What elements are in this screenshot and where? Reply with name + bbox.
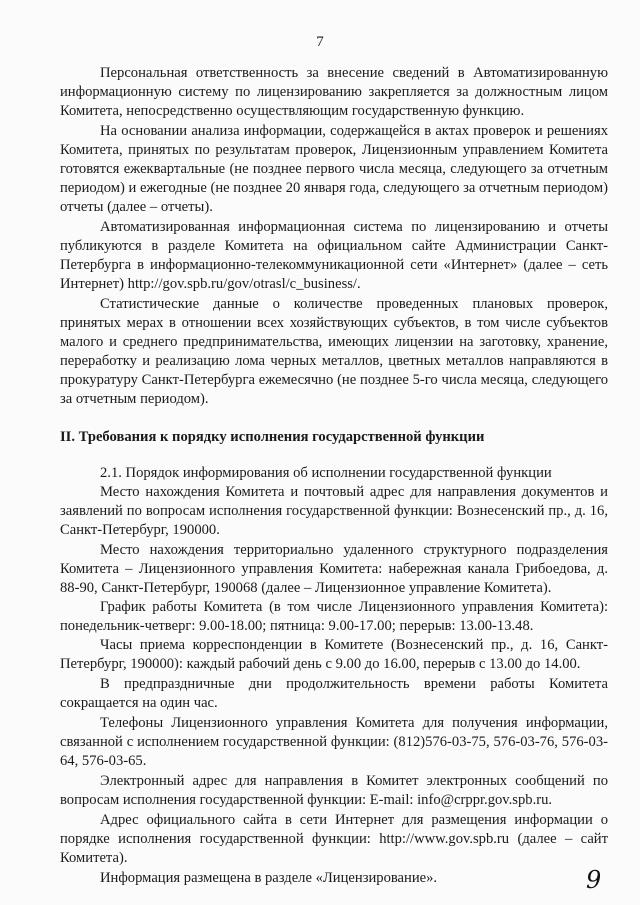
handwritten-page-mark: 9 xyxy=(586,866,602,894)
paragraph-responsibility: Персональная ответственность за внесение сведений в Автоматизированную информационную систему по лицензированию закрепляется за должностным лицом Комитета, непосредственно осуществляющим государственную функцию. xyxy=(60,65,608,119)
paragraph-licensing-office-address: Место нахождения территориально удаленного структурного подразделения Комитета – Лицензионного управления Комитета: набережная канала Грибоедова, д. 88-90, Санкт-Петербург, 190068 (далее – Лицензионное управление Комитета). xyxy=(60,542,608,596)
paragraph-holiday-hours: В предпраздничные дни продолжительность времени работы Комитета сокращается на один час. xyxy=(60,676,608,711)
paragraph-info-procedure: 2.1. Порядок информирования об исполнении государственной функции xyxy=(100,465,552,481)
paragraph-committee-address: Место нахождения Комитета и почтовый адрес для направления документов и заявлений по вопросам исполнения государственной функции: Вознесенский пр., д. 16, Санкт-Петербург, 190000. xyxy=(60,484,608,538)
paragraph-licensing-section: Информация размещена в разделе «Лицензирование». xyxy=(100,870,438,886)
paragraph-website: Адрес официального сайта в сети Интернет для размещения информации о порядке исполнения государственной функции: http://www.gov.spb.ru (далее – сайт Комитета). xyxy=(60,812,608,866)
paragraph-phones: Телефоны Лицензионного управления Комитета для получения информации, связанной с исполнением государственной функции: (812)576-03-75, 576-03-76, 576-03-64, 576-03-65. xyxy=(60,715,608,769)
paragraph-email: Электронный адрес для направления в Комитет электронных сообщений по вопросам исполнения государственной функции: E-mail: info@crppr.gov.spb.ru. xyxy=(60,773,608,808)
paragraph-statistics: Статистические данные о количестве проведенных плановых проверок, принятых мерах в отношении всех хозяйствующих субъектов, в том числе субъектов малого и среднего предпринимательства, имеющих лицензии на заготовку, хранение, переработку и реализацию лома черных металлов, цветных металлов направляются в прокуратуру Санкт-Петербурга ежемесячно (не позднее 5-го числа месяца, следующего за отчетным периодом). xyxy=(60,296,608,407)
paragraph-publication: Автоматизированная информационная система по лицензированию и отчеты публикуются в разделе Комитета на официальном сайте Администрации Санкт-Петербурга в информационно-телекоммуникационной сети «Интернет» (далее – сеть Интернет) http://gov.spb.ru/gov/otrasl/c_business/. xyxy=(60,219,608,292)
section-title: II. Требования к порядку исполнения государственной функции xyxy=(60,429,485,445)
paragraph-correspondence-hours: Часы приема корреспонденции в Комитете (Вознесенский пр., д. 16, Санкт-Петербург, 190000): каждый рабочий день с 9.00 до 16.00, перерыв с 13.00 до 14.00. xyxy=(60,637,608,672)
document-body xyxy=(60,64,608,888)
paragraph-work-schedule: График работы Комитета (в том числе Лицензионного управления Комитета): понедельник-четверг: 9.00-18.00; пятница: 9.00-17.00; перерыв: 13.00-13.48. xyxy=(60,599,608,634)
page-number: 7 xyxy=(316,34,324,50)
paragraph-reports: На основании анализа информации, содержащейся в актах проверок и решениях Комитета, принятых по результатам проверок, Лицензионным управлением Комитета готовятся ежеквартальные (не позднее первого числа месяца, следующего за отчетным периодом) и ежегодные (не позднее 20 января года, следующего за отчетным периодом) отчеты (далее – отчеты). xyxy=(60,123,608,215)
